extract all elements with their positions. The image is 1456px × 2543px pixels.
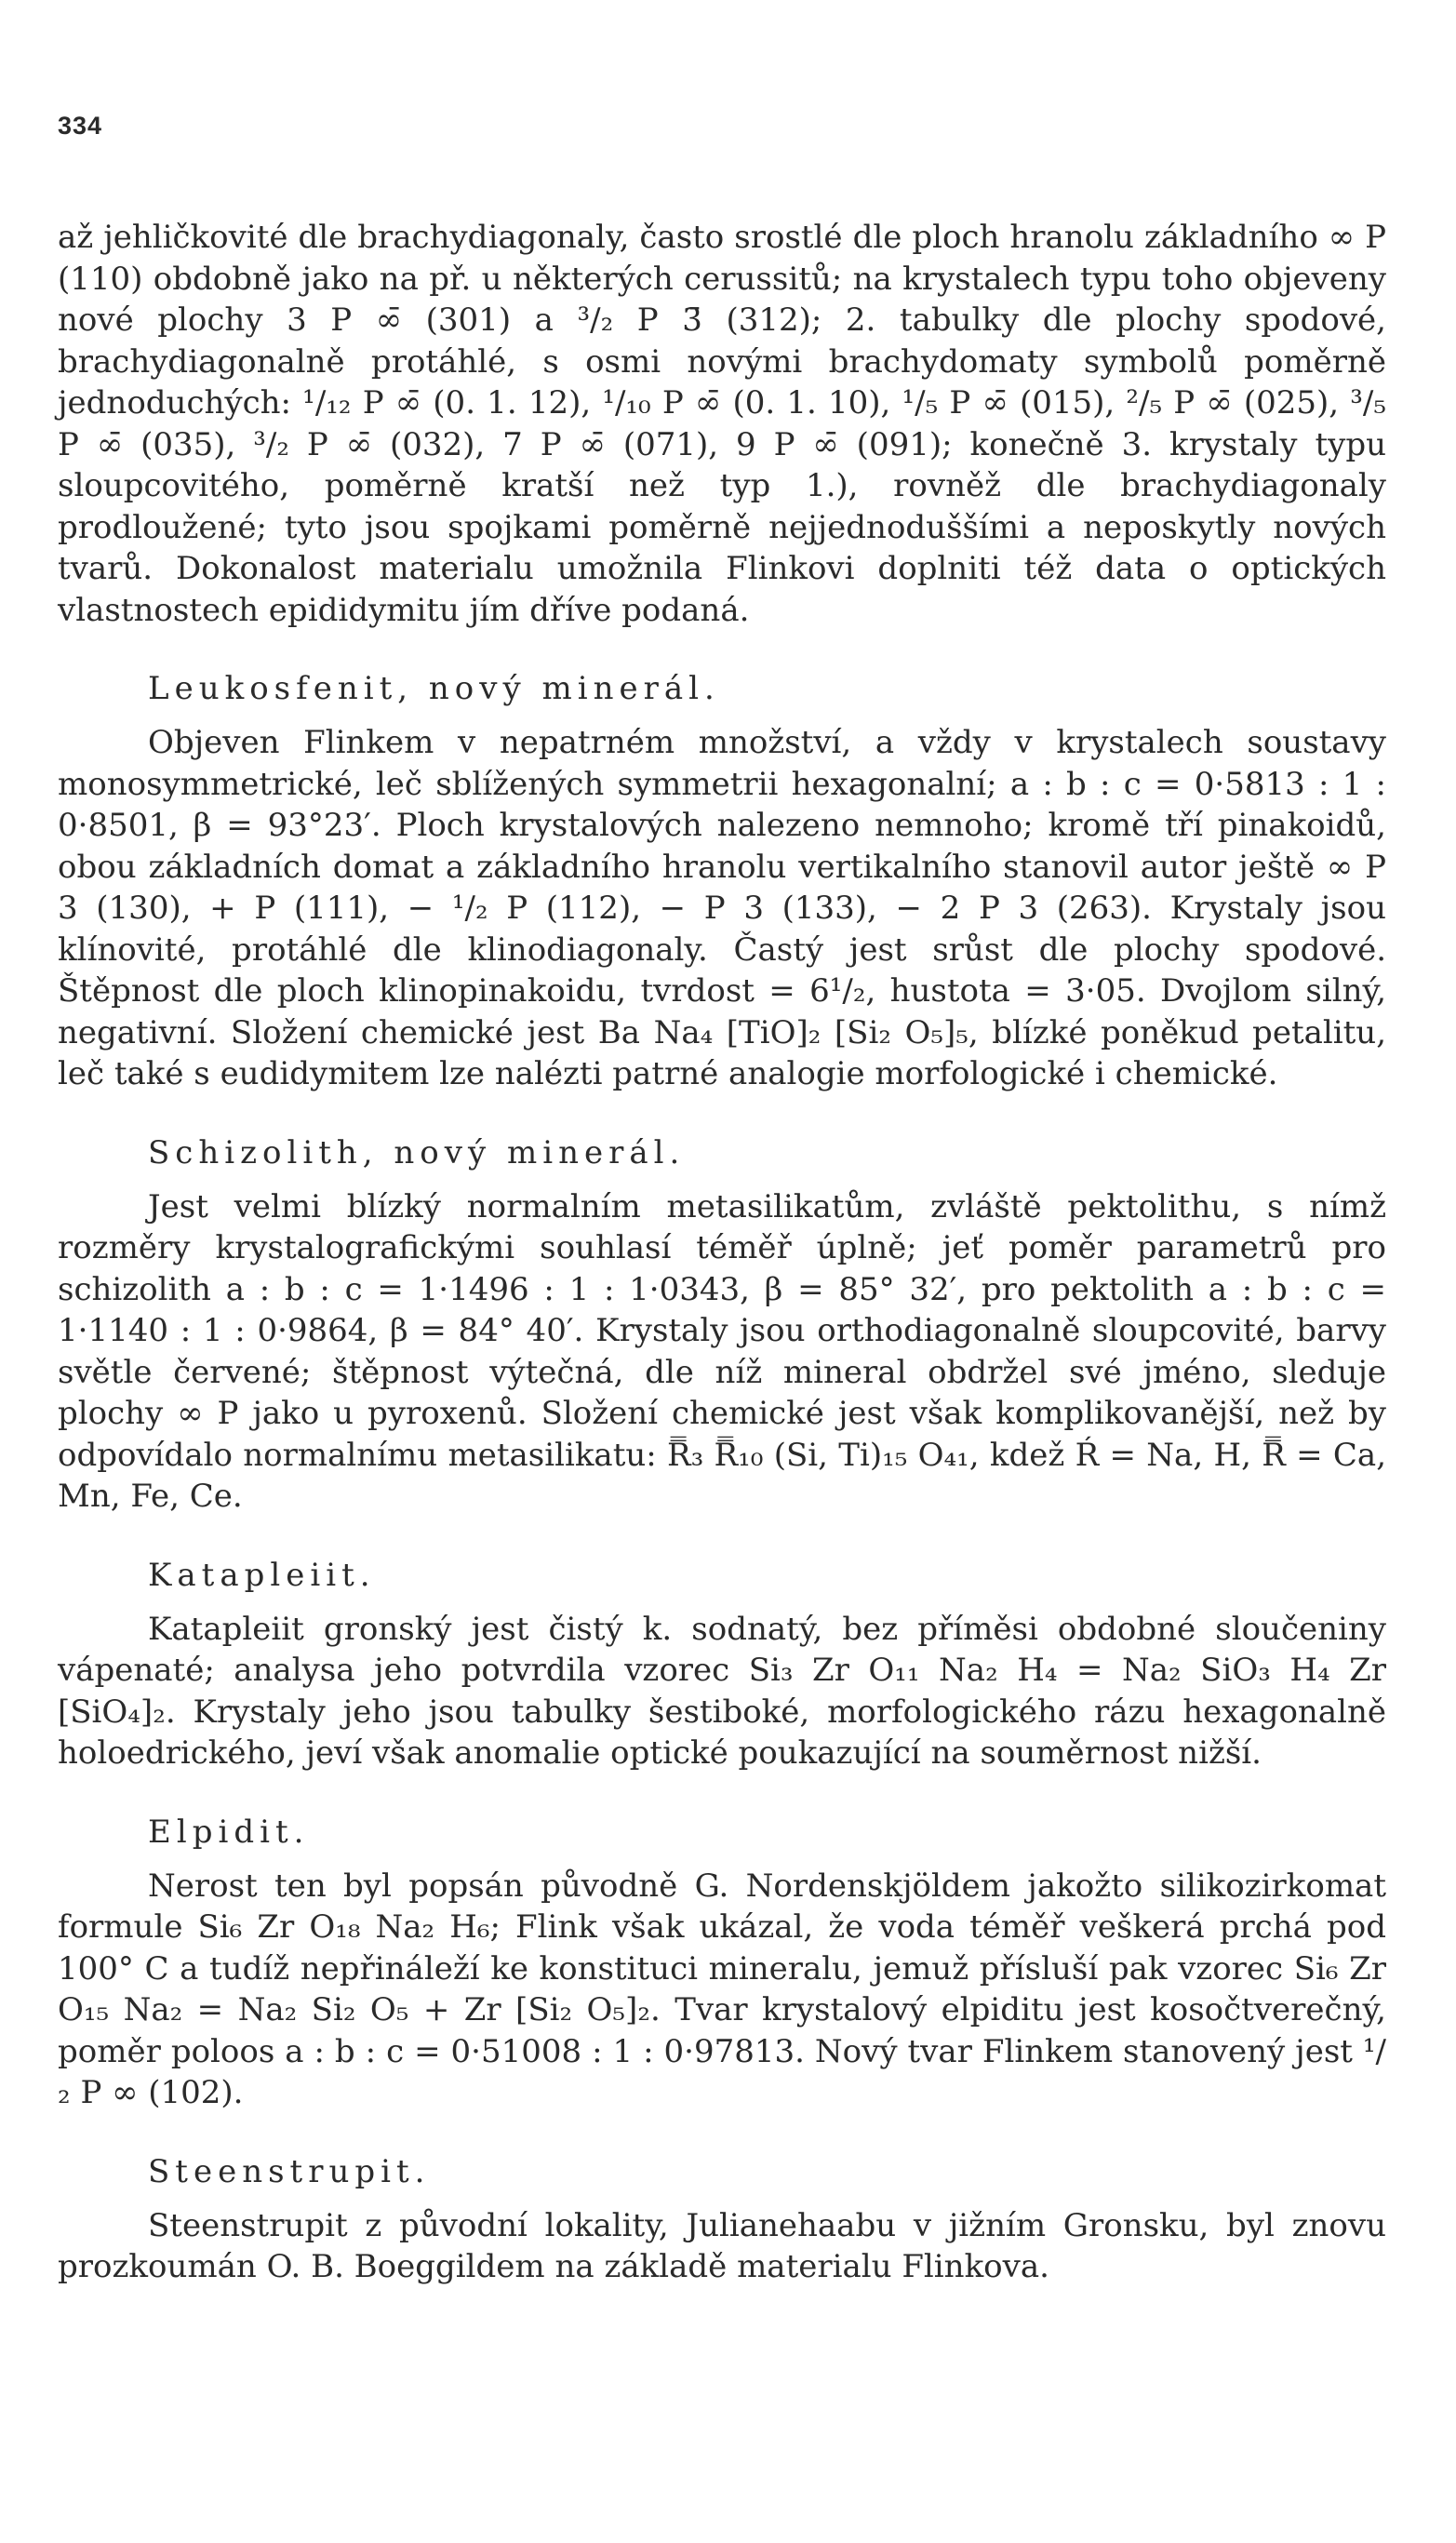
section-body-elpidit: Nerost ten byl popsán původně G. Nordenskjöldem jakožto silikozirkomat formule Si₆ Zr O₁₈ Na₂ H₆; Flink však ukázal, že voda téměř veškerá prchá pod 100° C a tudíž nepřináleží ke konstituci mineralu, jemuž přísluší pak vzorec Si₆ Zr O₁₅ Na₂ = Na₂ Si₂ O₅ + Zr [Si₂ O₅]₂. Tvar krystalový elpiditu jest kosočtverečný, poměr poloos a : b : c = 0·51008 : 1 : 0·97813. Nový tvar Flinkem stanovený jest ¹/₂ P ∞ (102). [58,1867,1386,2111]
section-body-katapleiit: Katapleiit gronský jest čistý k. sodnatý, bez příměsi obdobné sloučeniny vápenaté; analysa jeho potvrdila vzorec Si₃ Zr O₁₁ Na₂ H₄ = Na₂ SiO₃ H₄ Zr [SiO₄]₂. Krystaly jeho jsou tabulky šestiboké, morfologického rázu hexagonalně holoedrického, jeví však anomalie optické poukazující na souměrnost nižší. [58,1610,1386,1772]
section-heading-leukosfenit: Leukosfenit, nový minerál. [148,670,720,707]
page-number: 334 [58,112,103,140]
section-body-steenstrupit: Steenstrupit z původní lokality, Julianehaabu v jižním Gronsku, byl znovu prozkoumán O. B. Boeggildem na základě materialu Flinkova. [58,2206,1386,2285]
section-heading-schizolith: Schizolith, nový minerál. [148,1133,686,1171]
section-body-leukosfenit: Objeven Flinkem v nepatrném množství, a vždy v krystalech soustavy monosymmetrické, leč sblížených symmetrii hexagonalní; a : b : c = 0·5813 : 1 : 0·8501, β = 93°23′. Ploch krystalových nalezeno nemnoho; kromě tří pinakoidů, obou základních domat a základního hranolu vertikalního stanovil autor ještě ∞ P 3 (130), + P (111), − ¹/₂ P (112), − P 3 (133), − 2 P 3 (263). Krystaly jsou klínovité, protáhlé dle klinodiagonaly. Častý jest srůst dle plochy spodové. Štěpnost dle ploch klinopinakoidu, tvrdost = 6¹/₂, hustota = 3·05. Dvojlom silný, negativní. Složení chemické jest Ba Na₄ [TiO]₂ [Si₂ O₅]₅, blízké poněkud petalitu, leč také s eudidymitem lze nalézti patrné analogie morfologické i chemické. [58,724,1386,1092]
section-heading-steenstrupit: Steenstrupit. [148,2152,431,2190]
intro-paragraph: až jehličkovité dle brachydiagonaly, často srostlé dle ploch hranolu základního ∞ P (110) obdobně jako na př. u některých cerussitů; na krystalech typu toho objeveny nové plochy 3 P ∞̄ (301) a ³/₂ P 3̄ (312); 2. tabulky dle plochy spodové, brachydiagonalně protáhlé, s osmi novými brachydomaty symbolů poměrně jednoduchých: ¹/₁₂ P ∞̄ (0. 1. 12), ¹/₁₀ P ∞̄ (0. 1. 10), ¹/₅ P ∞̄ (015), ²/₅ P ∞̄ (025), ³/₅ P ∞̄ (035), ³/₂ P ∞̄ (032), 7 P ∞̄ (071), 9 P ∞̄ (091); konečně 3. krystaly typu sloupcovitého, poměrně kratší než typ 1.), rovněž dle brachydiagonaly prodloužené; tyto jsou spojkami poměrně nejjednoduššími a neposkytly nových tvarů. Dokonalost materialu umožnila Flinkovi doplniti též data o optických vlastnostech epididymitu jím dříve podaná. [58,219,1386,629]
section-heading-katapleiit: Katapleiit. [148,1556,376,1594]
section-heading-elpidit: Elpidit. [148,1813,310,1851]
section-body-schizolith: Jest velmi blízký normalním metasilikatům, zvláště pektolithu, s nímž rozměry krystalografickými souhlasí téměř úplně; jeť poměr parametrů pro schizolith a : b : c = 1·1496 : 1 : 1·0343, β = 85° 32′, pro pektolith a : b : c = 1·1140 : 1 : 0·9864, β = 84° 40′. Krystaly jsou orthodiagonalně sloupcovité, barvy světle červené; štěpnost výtečná, dle níž mineral obdržel své jméno, sleduje plochy ∞ P jako u pyroxenů. Složení chemické jest však komplikovanější, než by odpovídalo normalnímu metasilikatu: R̿₃ R̿₁₀ (Si, Ti)₁₅ O₄₁, kdež Ŕ = Na, H, R̿ = Ca, Mn, Fe, Ce. [58,1187,1386,1515]
